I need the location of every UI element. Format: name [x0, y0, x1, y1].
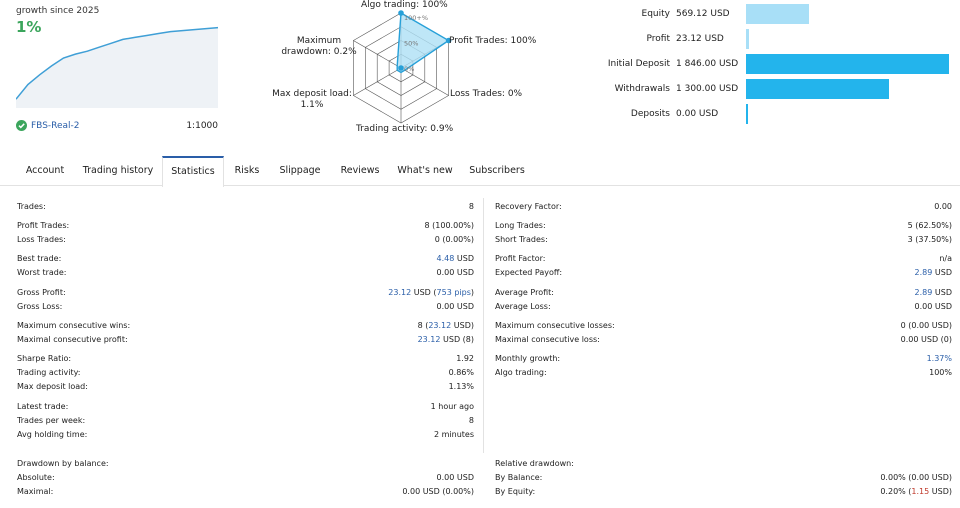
- stat-value: 100%: [929, 368, 952, 377]
- stat-value: 0.00% (0.00 USD): [880, 473, 952, 482]
- stat-algo-trading: [495, 368, 952, 380]
- stat-value: 1 hour ago: [430, 402, 474, 411]
- stat-value: 0 (0.00%): [434, 235, 474, 244]
- stat-value-link: 2.89: [914, 268, 933, 277]
- balance-value: 23.12 USD: [676, 34, 724, 44]
- stat-value: 0.00: [934, 202, 952, 211]
- stat-maximal-drawdown: [17, 487, 474, 499]
- radar-label-drawdown: [280, 36, 358, 58]
- balance-summary: [586, 0, 960, 130]
- stat-value-unit: USD: [932, 268, 952, 277]
- stat-value-unit: USD (8): [440, 335, 474, 344]
- radar-label-profit: Profit Trades: 100%: [449, 36, 537, 46]
- stat-label: Average Profit:: [495, 288, 554, 297]
- stat-label: Expected Payoff:: [495, 268, 563, 277]
- balance-bar: [746, 4, 809, 24]
- radar-point-algo: [398, 10, 404, 16]
- stat-label: Maximal consecutive loss:: [495, 335, 600, 344]
- stat-loss-trades: [17, 235, 474, 247]
- stat-label: By Balance:: [495, 473, 543, 482]
- stat-long-trades: [495, 221, 952, 233]
- tab-trading-history[interactable]: Trading history: [82, 165, 154, 176]
- stat-value-link: 23.12: [428, 321, 452, 330]
- stat-value-link: 23.12: [417, 335, 441, 344]
- stat-value: 1.92: [456, 354, 474, 363]
- radar-label-drawdown-line2: drawdown: 0.2%: [281, 47, 357, 57]
- balance-label: Deposits: [630, 109, 670, 119]
- stat-best-trade: [17, 254, 474, 266]
- stat-value-count: 8 (: [417, 321, 429, 330]
- stat-max-consecutive-losses: [495, 321, 952, 333]
- relative-drawdown-title: Relative drawdown:: [495, 459, 574, 468]
- stat-value-red: 1.15: [911, 487, 930, 496]
- stat-label: Best trade:: [17, 254, 62, 263]
- balance-bar: [746, 79, 889, 99]
- radar-label-drawdown-line1: Maximum: [296, 36, 342, 46]
- stat-value: [437, 254, 474, 263]
- radar-ring-label: 100+%: [404, 14, 429, 22]
- balance-value: 0.00 USD: [676, 109, 719, 119]
- balance-label: Profit: [646, 34, 670, 44]
- stat-label: Recovery Factor:: [495, 202, 562, 211]
- stat-gross-profit: [17, 288, 474, 300]
- radar-label-loss: Loss Trades: 0%: [450, 89, 523, 99]
- statistics-panel: [0, 186, 960, 508]
- stat-label: Loss Trades:: [17, 235, 66, 244]
- stat-trades: [17, 202, 474, 214]
- radar-label-deposit-line1: Max deposit load:: [272, 89, 352, 99]
- stat-label: Maximal consecutive profit:: [17, 335, 128, 344]
- stat-value: 0.86%: [448, 368, 474, 377]
- balance-value: 1 300.00 USD: [676, 84, 739, 94]
- column-divider: [483, 198, 484, 453]
- stat-drawdown-by-balance: [495, 473, 952, 485]
- account-line: [16, 119, 218, 135]
- stat-value: 1.13%: [448, 382, 474, 391]
- balance-label: Equity: [641, 9, 670, 19]
- account-name[interactable]: FBS-Real-2: [31, 121, 80, 131]
- stat-value: [915, 288, 952, 297]
- stat-label: Average Loss:: [495, 302, 551, 311]
- stat-drawdown-by-equity: [495, 487, 952, 499]
- balance-value: 569.12 USD: [676, 9, 730, 19]
- stat-max-consecutive-profit: [17, 335, 474, 347]
- balance-row-initial-deposit: [586, 52, 960, 74]
- stat-trading-activity: [17, 368, 474, 380]
- radar-label-activity: Trading activity: 0.9%: [356, 124, 454, 134]
- balance-label: Initial Deposit: [607, 59, 670, 69]
- growth-value: 1%: [16, 18, 42, 36]
- stat-value-end: USD): [451, 321, 474, 330]
- growth-card: [16, 0, 220, 140]
- stat-value: 0.00 USD: [436, 473, 474, 482]
- stat-value: [880, 487, 952, 496]
- stat-latest-trade: [17, 402, 474, 414]
- radar-svg: [260, 0, 560, 140]
- stat-label: Maximum consecutive wins:: [17, 321, 131, 330]
- stat-average-profit: [495, 288, 952, 300]
- stat-value: 5 (62.50%): [907, 221, 952, 230]
- balance-bar: [746, 54, 949, 74]
- stat-value: 0.00 USD: [436, 268, 474, 277]
- radar-ring-label: 50%: [404, 39, 419, 48]
- stat-worst-trade: [17, 268, 474, 280]
- stat-value: [418, 321, 474, 330]
- balance-bar: [746, 29, 749, 49]
- stat-label: Maximal:: [17, 487, 54, 496]
- tab-reviews[interactable]: Reviews: [340, 165, 380, 176]
- growth-area: [16, 28, 218, 108]
- radar-point-center: [398, 65, 404, 71]
- account-leverage: 1:1000: [186, 121, 218, 131]
- stat-label: Trading activity:: [17, 368, 81, 377]
- stat-value: 0.00 USD (0.00%): [402, 487, 474, 496]
- radar-ring-label: 0%: [404, 65, 415, 73]
- radar-label-deposit-line2: 1.1%: [300, 100, 324, 110]
- tab-statistics[interactable]: Statistics: [162, 156, 224, 187]
- stat-value-link: 4.48: [436, 254, 455, 263]
- stat-value: 8: [468, 416, 474, 425]
- stat-label: Absolute:: [17, 473, 55, 482]
- stat-average-loss: [495, 302, 952, 314]
- stat-label: By Equity:: [495, 487, 536, 496]
- stat-max-consecutive-loss: [495, 335, 952, 347]
- stat-value-link: 23.12: [388, 288, 412, 297]
- check-circle-icon: [16, 120, 27, 131]
- stat-value-end: USD): [929, 487, 952, 496]
- stat-label: Max deposit load:: [17, 382, 88, 391]
- stat-label: Monthly growth:: [495, 354, 561, 363]
- stat-value: n/a: [939, 254, 952, 263]
- stat-value: [388, 288, 474, 297]
- stat-label: Profit Factor:: [495, 254, 546, 263]
- stat-value: 2 minutes: [433, 430, 474, 439]
- balance-value: 1 846.00 USD: [676, 59, 739, 69]
- radar-chart: [260, 0, 560, 140]
- stat-max-deposit-load: [17, 382, 474, 394]
- stat-label: Worst trade:: [17, 268, 67, 277]
- balance-row-profit: [586, 27, 960, 49]
- stat-value: 1.37%: [926, 354, 952, 363]
- stat-value: 0 (0.00 USD): [900, 321, 952, 330]
- stat-value: 8 (100.00%): [424, 221, 474, 230]
- stat-label: Gross Loss:: [17, 302, 63, 311]
- tab-whats-new[interactable]: What's new: [397, 165, 453, 176]
- stat-value-link: 2.89: [914, 288, 933, 297]
- tab-risks[interactable]: Risks: [234, 165, 260, 176]
- stat-profit-trades: [17, 221, 474, 233]
- stat-value: 0.00 USD: [436, 302, 474, 311]
- stat-label: Avg holding time:: [17, 430, 88, 439]
- stat-recovery-factor: [495, 202, 952, 214]
- stat-label: Short Trades:: [495, 235, 548, 244]
- stat-absolute-drawdown: [17, 473, 474, 485]
- stat-max-consecutive-wins: [17, 321, 474, 333]
- stat-profit-factor: [495, 254, 952, 266]
- stat-value: 8: [468, 202, 474, 211]
- tab-account[interactable]: Account: [25, 165, 65, 176]
- stat-label: Maximum consecutive losses:: [495, 321, 615, 330]
- stat-value-pips: 753 pips: [436, 288, 471, 297]
- balance-row-deposits: [586, 102, 960, 124]
- stat-label: Trades per week:: [17, 416, 86, 425]
- stat-sharpe-ratio: [17, 354, 474, 366]
- stat-label: Trades:: [17, 202, 46, 211]
- stat-avg-holding-time: [17, 430, 474, 442]
- tab-subscribers[interactable]: Subscribers: [469, 165, 525, 176]
- stat-value-unit: USD: [454, 254, 474, 263]
- stat-value-percent: 0.20% (: [880, 487, 912, 496]
- balance-row-withdrawals: [586, 77, 960, 99]
- growth-label: growth since 2025: [16, 6, 100, 16]
- stat-short-trades: [495, 235, 952, 247]
- balance-label: Withdrawals: [614, 84, 670, 94]
- stat-value: 0.00 USD: [914, 302, 952, 311]
- stat-gross-loss: [17, 302, 474, 314]
- stat-label: Profit Trades:: [17, 221, 70, 230]
- stat-value-end: ): [470, 288, 474, 297]
- stat-label: Long Trades:: [495, 221, 546, 230]
- stat-value: 0.00 USD (0): [900, 335, 952, 344]
- stat-value: 3 (37.50%): [907, 235, 952, 244]
- growth-chart: [16, 0, 220, 108]
- stat-label: Latest trade:: [17, 402, 69, 411]
- balance-row-equity: [586, 2, 960, 24]
- balance-bar: [746, 104, 748, 124]
- radar-label-deposit: [270, 89, 354, 111]
- stat-label: Gross Profit:: [17, 288, 66, 297]
- stat-value: [418, 335, 474, 344]
- stat-value-unit: USD (: [411, 288, 437, 297]
- stat-trades-per-week: [17, 416, 474, 428]
- drawdown-balance-title: Drawdown by balance:: [17, 459, 109, 468]
- stat-expected-payoff: [495, 268, 952, 280]
- radar-label-algo: Algo trading: 100%: [361, 0, 448, 10]
- stat-value: [915, 268, 952, 277]
- tab-slippage[interactable]: Slippage: [279, 165, 321, 176]
- stat-value-unit: USD: [932, 288, 952, 297]
- stat-monthly-growth: [495, 354, 952, 366]
- tab-bar: [0, 156, 960, 186]
- stat-label: Sharpe Ratio:: [17, 354, 72, 363]
- stat-label: Algo trading:: [495, 368, 547, 377]
